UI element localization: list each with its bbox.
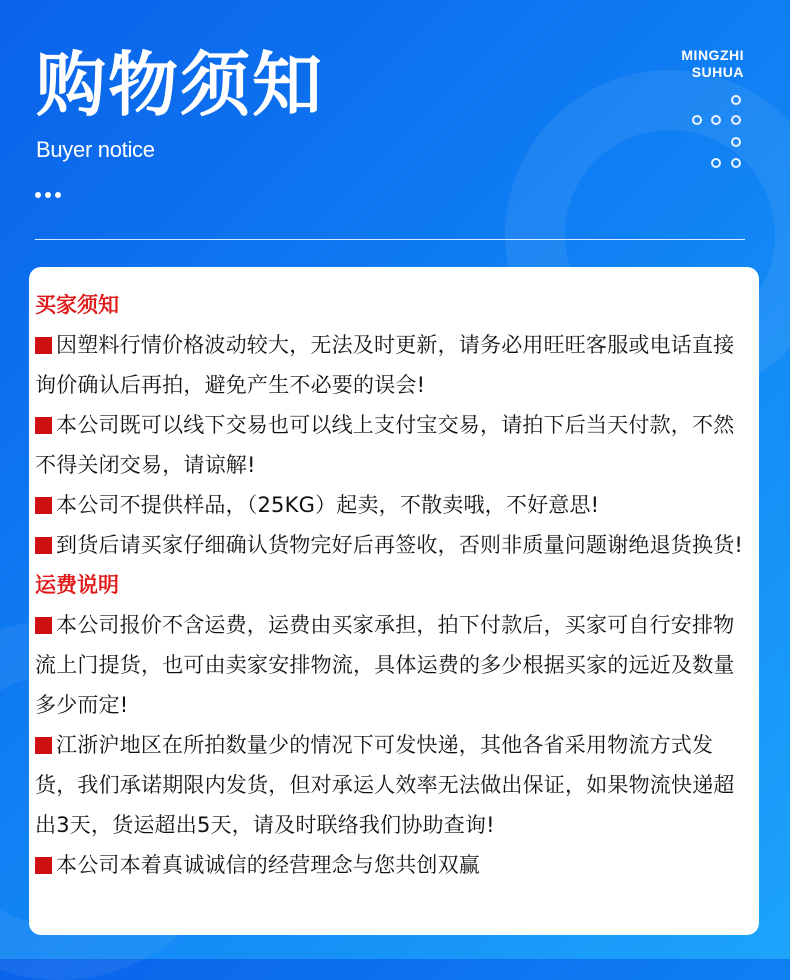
red-square-icon [35,857,52,874]
notice-item-text: 本公司报价不含运费，运费由买家承担，拍下付款后，买家可自行安排物流上门提货，也可由卖家安排物流，具体运费的多少根据买家的远近及数量多少而定! [35,613,735,717]
notice-item-text: 本公司本着真诚诚信的经营理念与您共创双赢 [56,853,480,877]
section-title-buyer: 买家须知 [35,293,119,317]
notice-item [35,605,759,725]
notice-item [35,525,759,565]
hollow-dot-icon [731,95,741,105]
page-subtitle: Buyer notice [36,137,155,162]
section-title-shipping: 运费说明 [35,573,119,597]
dot-icon [35,192,41,198]
red-square-icon [35,537,52,554]
notice-card [29,267,759,935]
red-square-icon [35,617,52,634]
notice-item-text: 因塑料行情价格波动较大，无法及时更新，请务必用旺旺客服或电话直接询价确认后再拍，避免产生不必要的误会! [35,333,735,397]
header-divider [35,239,745,240]
red-square-icon [35,737,52,754]
notice-item-text: 江浙沪地区在所拍数量少的情况下可发快递，其他各省采用物流方式发货，我们承诺期限内发货，但对承运人效率无法做出保证，如果物流快递超出3天，货运超出5天，请及时联络我们协助查询! [35,733,735,837]
red-square-icon [35,497,52,514]
hollow-dot-icon [731,158,741,168]
brand-mark [681,47,744,81]
notice-item [35,845,759,885]
hollow-dot-icon [731,137,741,147]
hollow-dot-icon [711,115,721,125]
notice-item [35,405,759,485]
red-square-icon [35,337,52,354]
hollow-dot-icon [692,115,702,125]
red-square-icon [35,417,52,434]
brand-line-2: SUHUA [691,64,744,80]
notice-item-text: 本公司不提供样品，（25KG）起卖，不散卖哦，不好意思! [56,493,600,517]
notice-item [35,325,759,405]
hollow-dot-icon [711,158,721,168]
notice-item-text: 本公司既可以线下交易也可以线上支付宝交易，请拍下后当天付款，不然不得关闭交易，请谅解! [35,413,735,477]
notice-item [35,725,759,845]
dot-icon [45,192,51,198]
dot-icon [55,192,61,198]
decorative-dots [35,192,61,198]
hollow-dot-icon [731,115,741,125]
notice-item [35,485,759,525]
brand-line-1: MINGZHI [681,47,744,63]
page-title: 购物须知 [36,44,324,126]
notice-item-text: 到货后请买家仔细确认货物完好后再签收，否则非质量问题谢绝退货换货! [56,533,744,557]
